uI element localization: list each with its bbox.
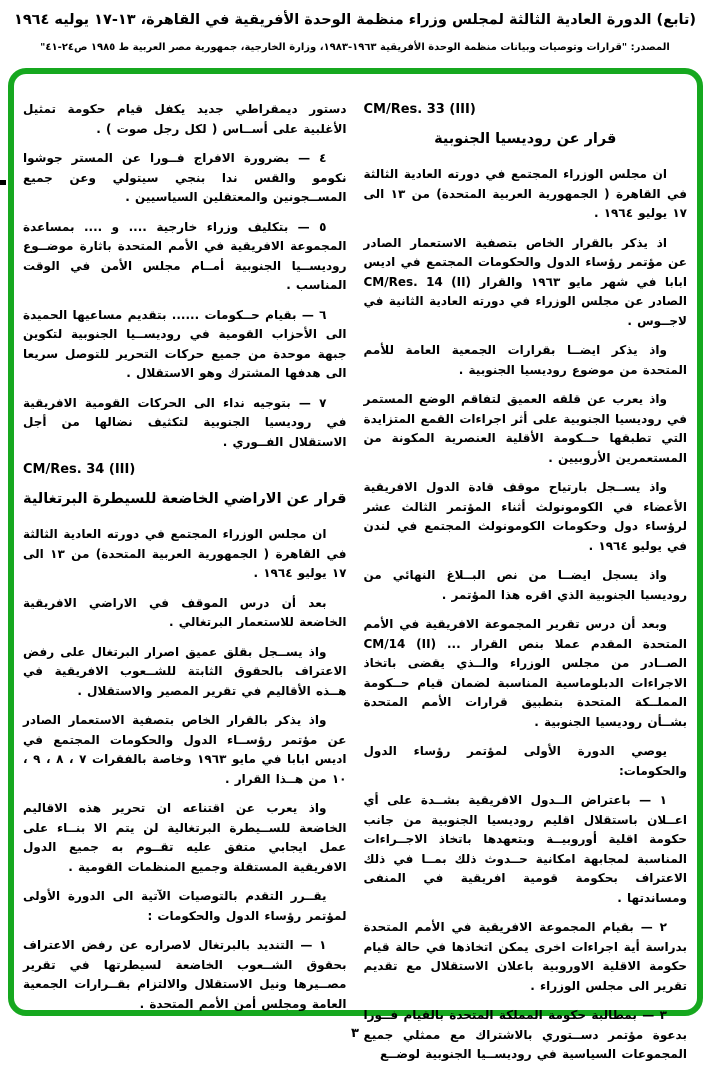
paragraph: ان مجلس الوزراء المجتمع في دورته العادية الثالثة في القاهرة ( الجمهورية العربية المتحدة) من ١٣ الى ١٧ يوليو ١٩٦٤ . (23, 527, 347, 580)
column-left (23, 100, 347, 1010)
column-right (363, 100, 688, 1061)
paragraph: ٥ — بتكليف وزراء خارجية .... و .... بمساعدة المجموعة الافريقية في الأمم المتحدة باثارة موضــوع روديســيا الجنوبية أمــام مجلس الأمن في الوقت المناسب . (23, 219, 347, 292)
header-session-line: (تابع) الدورة العادية الثالثة لمجلس وزراء منظمة الوحدة الأفريقية في القاهرة، ١٣-١٧ يوليه ١٩٦٤ (13, 12, 697, 28)
paragraph: واذ يعرب عن اقتناعه ان تحرير هذه الاقاليم الخاضعة للســيطرة البرتغالية لن يتم الا بنــاء على عمل ايجابي متفق عليه تقــوم به جميع الدول الافريقية المستقلة وجميع المنظمات القومية . (23, 801, 347, 874)
paragraph: ٧ — بتوجيه نداء الى الحركات القومية الافريقية في روديسيا الجنوبية لتكثيف نضالها من أجل الاستقلال الفــوري . (23, 395, 347, 449)
paragraph: وبعد أن درس تقرير المجموعة الافريقية في الأمم المتحدة المقدم عملا بنص القرار ... CM/14 (II) الصــادر من مجلس الوزراء والــذي يقضى باتخاذ الاجراءات الدبلوماسية المناسبة لضمان قيام حــكومة المملــكة المتحدة بتطبيق قرارات الأمم المتحدة بشــأن روديسيا الجنوبية . (363, 617, 688, 729)
paragraph: واذ يســجل بارتياح موقف قادة الدول الافريقية الأعضاء في الكومونولث أثناء المؤتمر الثالث عشر لرؤساء دول وحكومات الكومونولث المجتمع في لندن في يوليو ١٩٦٤ . (363, 480, 687, 553)
resolution-code-cm-res-33: CM/Res. 33 (III) (363, 102, 476, 117)
paragraph: بعد أن درس الموقف في الاراضي الافريقية الخاضعة للاستعمار البرتغالي . (23, 595, 347, 629)
page-number: ٣ (351, 1026, 359, 1041)
page-columns (14, 94, 696, 1061)
scan-artifact-mark (0, 180, 6, 185)
paragraph: اذ يذكر بالقرار الخاص بتصفية الاستعمار الصادر عن مؤتمر رؤساء الدول والحكومات المجتمع في اديس ابابا في شهر مايو ١٩٦٣ والقرار CM/Res. 14 (II) الصادر عن مجلس الوزراء في دورته العادية الثانية في لاجــوس . (363, 235, 687, 328)
paragraph: واذ يذكر بالقرار الخاص بتصفية الاستعمار الصادر عن مؤتمر رؤســاء الدول والحكومات المجتمع في اديس ابابا في مايو ١٩٦٣ وخاصة بالفقرات ٧ ، ٨ ، ٩ ، ١٠ من هــذا القرار . (23, 713, 347, 786)
paragraph: واذ يســجل بقلق عميق اصرار البرتغال على رفض الاعتراف بالحقوق الثابتة للشــعوب الافريقية في هــذه الأقاليم في تقرير المصير والاستقلال . (23, 644, 347, 698)
paragraph: يوصي الدورة الأولى لمؤتمر رؤساء الدول والحكومات: (363, 744, 687, 778)
paragraph: ٤ — بضرورة الافراج فــورا عن المستر جوشوا نكومو والقس ندا بنجي سيتولي وعن جميع المســجونين والمعتقلين السياسيين . (23, 151, 347, 204)
paragraph: ٦ — بقيام حــكومات ...... بتقديم مساعيها الحميدة الى الأحزاب القومية في روديســيا الجنوبية لتكوين جبهة موحدة من جميع حركات التحرير للتوصل سريعا الى هدفها المشترك وهو الاستقلال . (23, 307, 347, 380)
resolution-title-portuguese-territories: قرار عن الاراضي الخاضعة للسيطرة البرتغالية (23, 491, 347, 507)
paragraph: ١ — التنديد بالبرتغال لاصراره عن رفض الاعتراف بحقوق الشــعوب الخاضعة لسيطرتها في تقرير مصــيرها ونيل الاستقلال والالتزام بقــرارات الجمعية العامة ومجلس أمن الأمم المتحدة . (23, 938, 347, 1011)
paragraph: واذ يذكر ايضــا بقرارات الجمعية العامة للأمم المتحدة من موضوع روديسيا الجنوبية . (363, 343, 687, 377)
paragraph: واذ يعرب عن قلقه العميق لتفاقم الوضع المستمر في روديسيا الجنوبية على أثر اجراءات القمع المتزايدة التي تطبقها حــكومة الأقلية العنصرية المكونة من المستعمرين الأروبيين . (363, 392, 687, 465)
paragraph: يقــرر التقدم بالتوصيات الآتية الى الدورة الأولى لمؤتمر رؤساء الدول والحكومات : (23, 889, 347, 923)
paragraph: دستور ديمقراطي جديد يكفل قيام حكومة تمثيل الأغلبية على أســاس ( لكل رجل صوت ) . (23, 102, 347, 136)
paragraph: ٣ — بمطالبة حكومة المملكة المتحدة بالقيام فــورا بدعوة مؤتمر دســتوري بالاشتراك مع ممثلي جميع المجموعات السياسية في روديســيا الجنوبية لوضــع (363, 1008, 687, 1061)
paragraph: واذ يسجل ايضــا من نص البــلاغ النهائي من روديسيا الجنوبية الذي اقره هذا المؤتمر . (363, 568, 687, 602)
paragraph: ان مجلس الوزراء المجتمع في دورته العادية الثالثة في القاهرة ( الجمهورية العربية المتحدة) من ١٣ الى ١٧ يوليو ١٩٦٤ . (363, 167, 687, 220)
paragraph: ٢ — بقيام المجموعة الافريقية في الأمم المتحدة بدراسة أية اجراءات اخرى يمكن اتخاذها في حالة قيام حكومة الاقلية الاوروبية باعلان الاستقلال مع تقديم تقرير الى مجلس الوزراء . (363, 920, 687, 993)
paragraph: ١ — باعتراض الــدول الافريقية بشــدة على أي اعــلان باستقلال اقليم روديسيا الجنوبية من جانب حكومة اقلية أوروبيــة وبتعهدها باتخاذ الاجــراءات المناسبة لمجابهة امكانية حــدوث ذلك بمــا في ذلك الاعتراف بحكومة قومية افريقية في المنفى ومساندتها . (363, 793, 687, 905)
header-source-line: المصدر: "قرارات وتوصيات وبيانات منظمة الوحدة الأفريقية ١٩٦٣-١٩٨٣، وزارة الخارجية، جمهورية مصر العربية ط ١٩٨٥ ص٢٤-٤١" (40, 42, 670, 53)
resolution-title-southern-rhodesia: قرار عن روديسيا الجنوبية (434, 131, 617, 147)
resolution-code-cm-res-34: CM/Res. 34 (III) (23, 462, 136, 477)
